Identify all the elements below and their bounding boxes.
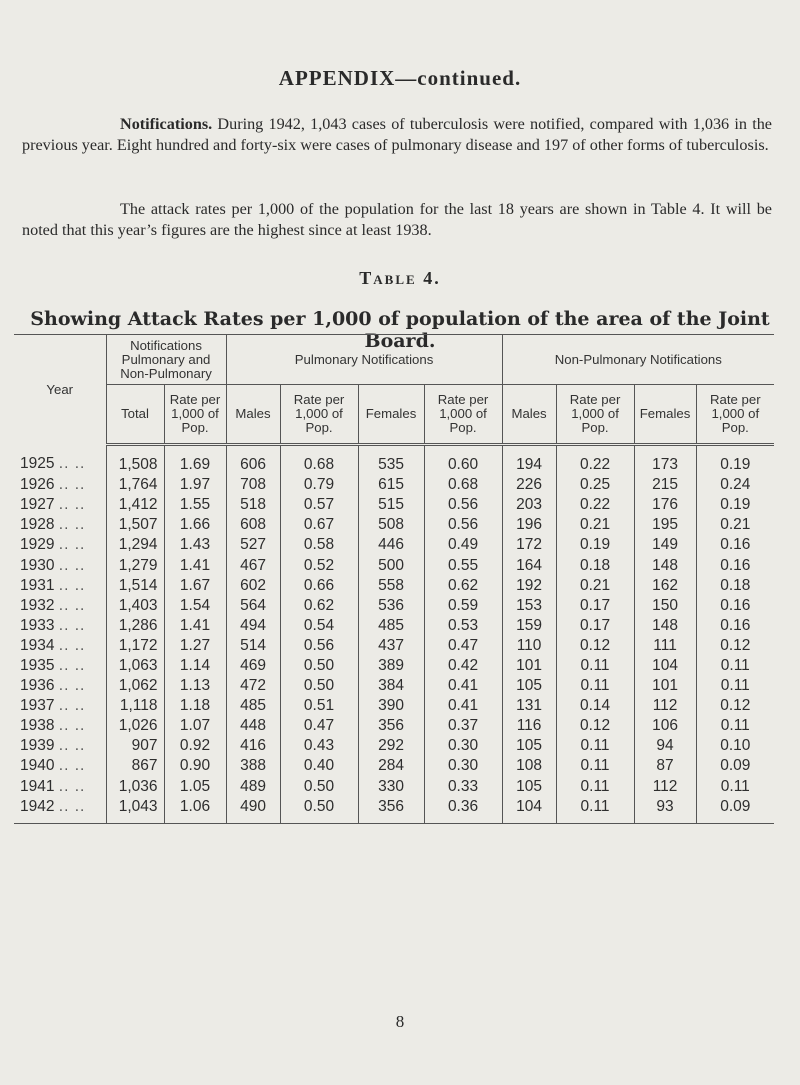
- non-pulmonary-males-rate-cell: 0.11: [556, 676, 634, 696]
- non-pulmonary-males-rate-cell: 0.11: [556, 777, 634, 797]
- non-pulmonary-females-rate-cell: 0.18: [696, 576, 774, 596]
- non-pulmonary-females-rate-cell: 0.09: [696, 756, 774, 776]
- leader-dots: .. ..: [58, 476, 86, 494]
- non-pulmonary-males-rate-cell: 0.12: [556, 716, 634, 736]
- notifications-paragraph: [22, 114, 772, 156]
- page-number: 8: [395, 1012, 405, 1031]
- leader-dots: .. ..: [58, 717, 86, 735]
- pulmonary-males-cell: 469: [226, 656, 280, 676]
- pulmonary-females-cell: 515: [358, 495, 424, 515]
- year-value: 1926: [20, 476, 55, 494]
- year-value: 1934: [20, 636, 55, 654]
- non-pulmonary-females-rate-cell: 0.11: [696, 716, 774, 736]
- pulmonary-females-rate-cell: 0.68: [424, 475, 502, 495]
- pulmonary-females-cell: 446: [358, 535, 424, 555]
- total-cell: 907: [106, 736, 164, 756]
- non-pulmonary-males-rate-cell: 0.11: [556, 656, 634, 676]
- pulmonary-males-rate-cell: 0.50: [280, 777, 358, 797]
- pulmonary-females-rate-cell: 0.60: [424, 445, 502, 476]
- non-pulmonary-females-rate-cell: 0.12: [696, 696, 774, 716]
- year-cell: [14, 736, 106, 756]
- non-pulmonary-males-cell: 196: [502, 515, 556, 535]
- pulmonary-females-header: Females: [358, 385, 424, 445]
- pulmonary-females-cell: 284: [358, 756, 424, 776]
- total-cell: 1,508: [106, 445, 164, 476]
- attack-rates-table: [14, 334, 774, 824]
- pulmonary-males-rate-cell: 0.51: [280, 696, 358, 716]
- year-cell: [14, 596, 106, 616]
- non-pulmonary-males-cell: 110: [502, 636, 556, 656]
- leader-dots: .. ..: [58, 777, 86, 795]
- leader-dots: .. ..: [58, 496, 86, 514]
- total-cell: 1,118: [106, 696, 164, 716]
- table-row: [14, 756, 774, 776]
- non-pulmonary-males-rate-cell: 0.17: [556, 596, 634, 616]
- year-cell: [14, 555, 106, 575]
- table-row: [14, 515, 774, 535]
- pulmonary-males-rate-cell: 0.58: [280, 535, 358, 555]
- year-value: 1937: [20, 697, 55, 715]
- pulmonary-males-rate-cell: 0.66: [280, 576, 358, 596]
- non-pulmonary-females-rate-cell: 0.10: [696, 736, 774, 756]
- non-pulmonary-males-header: Males: [502, 385, 556, 445]
- pulmonary-males-rate-cell: 0.56: [280, 636, 358, 656]
- leader-dots: .. ..: [58, 797, 86, 815]
- total-rate-cell: 1.06: [164, 797, 226, 824]
- pulmonary-females-rate-cell: 0.55: [424, 555, 502, 575]
- pulmonary-males-rate-cell: 0.50: [280, 656, 358, 676]
- non-pulmonary-females-cell: 195: [634, 515, 696, 535]
- non-pulmonary-males-rate-cell: 0.18: [556, 555, 634, 575]
- table-body: [14, 445, 774, 824]
- total-rate-cell: 1.07: [164, 716, 226, 736]
- pulmonary-females-rate-cell: 0.49: [424, 535, 502, 555]
- year-cell: [14, 676, 106, 696]
- non-pulmonary-females-rate-cell: 0.24: [696, 475, 774, 495]
- pulmonary-males-cell: 416: [226, 736, 280, 756]
- leader-dots: .. ..: [58, 677, 86, 695]
- non-pulmonary-females-cell: 215: [634, 475, 696, 495]
- year-cell: [14, 777, 106, 797]
- non-pulmonary-females-rate-cell: 0.09: [696, 797, 774, 824]
- total-rate-cell: 1.05: [164, 777, 226, 797]
- non-pulmonary-females-cell: 148: [634, 555, 696, 575]
- pulmonary-females-cell: 536: [358, 596, 424, 616]
- pulmonary-females-rate-cell: 0.59: [424, 596, 502, 616]
- pulmonary-females-rate-cell: 0.47: [424, 636, 502, 656]
- total-rate-cell: 1.41: [164, 555, 226, 575]
- year-value: 1942: [20, 797, 55, 815]
- leader-dots: .. ..: [58, 455, 86, 473]
- non-pulmonary-females-cell: 106: [634, 716, 696, 736]
- total-cell: 1,403: [106, 596, 164, 616]
- leader-dots: .. ..: [58, 697, 86, 715]
- table-title: Table 4.: [359, 268, 441, 288]
- pulmonary-females-rate-cell: 0.37: [424, 716, 502, 736]
- pulmonary-males-cell: 388: [226, 756, 280, 776]
- non-pulmonary-males-cell: 101: [502, 656, 556, 676]
- non-pulmonary-males-rate-cell: 0.25: [556, 475, 634, 495]
- pulmonary-females-cell: 508: [358, 515, 424, 535]
- non-pulmonary-males-rate-cell: 0.21: [556, 576, 634, 596]
- pulmonary-males-cell: 472: [226, 676, 280, 696]
- pulmonary-females-cell: 500: [358, 555, 424, 575]
- pulmonary-females-cell: 485: [358, 616, 424, 636]
- pulmonary-males-rate-header: Rate per 1,000 of Pop.: [280, 385, 358, 445]
- year-value: 1930: [20, 556, 55, 574]
- total-rate-cell: 1.18: [164, 696, 226, 716]
- year-value: 1925: [20, 455, 55, 473]
- total-rate-cell: 1.41: [164, 616, 226, 636]
- year-value: 1932: [20, 596, 55, 614]
- pulmonary-males-rate-cell: 0.43: [280, 736, 358, 756]
- total-rate-cell: 1.97: [164, 475, 226, 495]
- total-cell: 1,172: [106, 636, 164, 656]
- total-cell: 1,062: [106, 676, 164, 696]
- pulmonary-females-rate-header: Rate per 1,000 of Pop.: [424, 385, 502, 445]
- leader-dots: .. ..: [58, 616, 86, 634]
- year-header: Year: [14, 335, 106, 445]
- pulmonary-females-cell: 558: [358, 576, 424, 596]
- leader-dots: .. ..: [58, 516, 86, 534]
- year-value: 1941: [20, 777, 55, 795]
- pulmonary-males-rate-cell: 0.57: [280, 495, 358, 515]
- leader-dots: .. ..: [58, 536, 86, 554]
- pulmonary-females-cell: 389: [358, 656, 424, 676]
- pulmonary-males-cell: 608: [226, 515, 280, 535]
- total-cell: 1,036: [106, 777, 164, 797]
- table-row: [14, 636, 774, 656]
- total-cell: 1,294: [106, 535, 164, 555]
- year-cell: [14, 495, 106, 515]
- pulmonary-females-cell: 390: [358, 696, 424, 716]
- table-row: [14, 797, 774, 824]
- non-pulmonary-males-rate-cell: 0.21: [556, 515, 634, 535]
- non-pulmonary-males-cell: 104: [502, 797, 556, 824]
- leader-dots: .. ..: [58, 596, 86, 614]
- pulmonary-males-cell: 467: [226, 555, 280, 575]
- leader-dots: .. ..: [58, 636, 86, 654]
- leader-dots: .. ..: [58, 737, 86, 755]
- pulmonary-males-rate-cell: 0.68: [280, 445, 358, 476]
- pulmonary-females-cell: 535: [358, 445, 424, 476]
- non-pulmonary-females-rate-cell: 0.12: [696, 636, 774, 656]
- year-cell: [14, 696, 106, 716]
- non-pulmonary-males-cell: 105: [502, 676, 556, 696]
- total-rate-cell: 1.54: [164, 596, 226, 616]
- total-cell: 1,043: [106, 797, 164, 824]
- non-pulmonary-females-cell: 112: [634, 696, 696, 716]
- pulmonary-males-cell: 490: [226, 797, 280, 824]
- table-row: [14, 596, 774, 616]
- non-pulmonary-females-cell: 111: [634, 636, 696, 656]
- all-notifications-header: Notifications Pulmonary and Non-Pulmonary: [106, 335, 226, 385]
- pulmonary-females-rate-cell: 0.36: [424, 797, 502, 824]
- pulmonary-females-cell: 437: [358, 636, 424, 656]
- non-pulmonary-females-rate-cell: 0.16: [696, 555, 774, 575]
- pulmonary-males-cell: 527: [226, 535, 280, 555]
- non-pulmonary-header: Non-Pulmonary Notifications: [502, 335, 774, 385]
- non-pulmonary-females-rate-cell: 0.16: [696, 596, 774, 616]
- total-header: Total: [106, 385, 164, 445]
- non-pulmonary-females-rate-header: Rate per 1,000 of Pop.: [696, 385, 774, 445]
- non-pulmonary-males-rate-header: Rate per 1,000 of Pop.: [556, 385, 634, 445]
- table-row: [14, 736, 774, 756]
- year-cell: [14, 616, 106, 636]
- year-cell: [14, 636, 106, 656]
- leader-dots: .. ..: [58, 576, 86, 594]
- leader-dots: .. ..: [58, 757, 86, 775]
- year-cell: [14, 576, 106, 596]
- non-pulmonary-males-cell: 203: [502, 495, 556, 515]
- year-value: 1928: [20, 516, 55, 534]
- non-pulmonary-females-cell: 150: [634, 596, 696, 616]
- non-pulmonary-females-rate-cell: 0.11: [696, 656, 774, 676]
- year-cell: [14, 797, 106, 824]
- year-cell: [14, 756, 106, 776]
- non-pulmonary-females-rate-cell: 0.19: [696, 495, 774, 515]
- non-pulmonary-females-rate-cell: 0.16: [696, 616, 774, 636]
- year-value: 1939: [20, 737, 55, 755]
- pulmonary-males-header: Males: [226, 385, 280, 445]
- year-value: 1933: [20, 616, 55, 634]
- non-pulmonary-males-cell: 159: [502, 616, 556, 636]
- non-pulmonary-females-rate-cell: 0.11: [696, 777, 774, 797]
- total-cell: 1,063: [106, 656, 164, 676]
- total-rate-cell: 0.92: [164, 736, 226, 756]
- pulmonary-females-rate-cell: 0.30: [424, 736, 502, 756]
- table-row: [14, 535, 774, 555]
- non-pulmonary-females-cell: 104: [634, 656, 696, 676]
- total-cell: 867: [106, 756, 164, 776]
- year-cell: [14, 535, 106, 555]
- table-row: [14, 676, 774, 696]
- non-pulmonary-females-cell: 176: [634, 495, 696, 515]
- pulmonary-males-cell: 564: [226, 596, 280, 616]
- total-cell: 1,026: [106, 716, 164, 736]
- pulmonary-females-rate-cell: 0.33: [424, 777, 502, 797]
- non-pulmonary-males-cell: 192: [502, 576, 556, 596]
- year-value: 1931: [20, 576, 55, 594]
- non-pulmonary-females-cell: 112: [634, 777, 696, 797]
- pulmonary-males-cell: 518: [226, 495, 280, 515]
- non-pulmonary-males-cell: 194: [502, 445, 556, 476]
- non-pulmonary-females-cell: 94: [634, 736, 696, 756]
- non-pulmonary-males-cell: 105: [502, 777, 556, 797]
- leader-dots: .. ..: [58, 556, 86, 574]
- appendix-heading: APPENDIX—continued.: [278, 66, 522, 90]
- year-value: 1938: [20, 717, 55, 735]
- non-pulmonary-males-rate-cell: 0.11: [556, 756, 634, 776]
- pulmonary-males-cell: 708: [226, 475, 280, 495]
- total-rate-cell: 1.55: [164, 495, 226, 515]
- year-value: 1927: [20, 496, 55, 514]
- table-caption: Showing Attack Rates per 1,000 of population of the area of the Joint Board.: [30, 308, 770, 352]
- table-row: [14, 445, 774, 476]
- table-row: [14, 716, 774, 736]
- non-pulmonary-females-rate-cell: 0.16: [696, 535, 774, 555]
- pulmonary-females-cell: 615: [358, 475, 424, 495]
- non-pulmonary-males-cell: 164: [502, 555, 556, 575]
- pulmonary-males-rate-cell: 0.50: [280, 676, 358, 696]
- non-pulmonary-females-rate-cell: 0.19: [696, 445, 774, 476]
- table-row: [14, 576, 774, 596]
- pulmonary-males-cell: 489: [226, 777, 280, 797]
- year-cell: [14, 475, 106, 495]
- table-row: [14, 495, 774, 515]
- attack-rates-paragraph: The attack rates per 1,000 of the population for the last 18 years are shown in Table 4. It will be noted that this year’s figures are the highest since at least 1938.: [22, 200, 772, 239]
- non-pulmonary-males-rate-cell: 0.11: [556, 736, 634, 756]
- notifications-text: During 1942, 1,043 cases of tuberculosis were notified, compared with 1,036 in the previous year. Eight hundred and forty-six were cases of pulmonary disease and 197 of other forms of tuberculosis.: [22, 115, 772, 154]
- pulmonary-females-rate-cell: 0.62: [424, 576, 502, 596]
- table-row: [14, 616, 774, 636]
- non-pulmonary-females-cell: 101: [634, 676, 696, 696]
- year-cell: [14, 515, 106, 535]
- pulmonary-males-rate-cell: 0.40: [280, 756, 358, 776]
- pulmonary-males-rate-cell: 0.67: [280, 515, 358, 535]
- non-pulmonary-females-cell: 149: [634, 535, 696, 555]
- pulmonary-females-cell: 292: [358, 736, 424, 756]
- total-rate-cell: 1.13: [164, 676, 226, 696]
- pulmonary-females-cell: 356: [358, 797, 424, 824]
- table-row: [14, 656, 774, 676]
- pulmonary-males-cell: 602: [226, 576, 280, 596]
- total-rate-cell: 1.27: [164, 636, 226, 656]
- non-pulmonary-males-rate-cell: 0.22: [556, 445, 634, 476]
- pulmonary-females-rate-cell: 0.53: [424, 616, 502, 636]
- pulmonary-males-rate-cell: 0.47: [280, 716, 358, 736]
- non-pulmonary-males-cell: 105: [502, 736, 556, 756]
- total-cell: 1,507: [106, 515, 164, 535]
- pulmonary-males-cell: 606: [226, 445, 280, 476]
- header-row-groups: [14, 335, 774, 385]
- non-pulmonary-females-rate-cell: 0.21: [696, 515, 774, 535]
- pulmonary-males-rate-cell: 0.62: [280, 596, 358, 616]
- table-row: [14, 555, 774, 575]
- non-pulmonary-males-rate-cell: 0.17: [556, 616, 634, 636]
- pulmonary-males-cell: 494: [226, 616, 280, 636]
- pulmonary-females-rate-cell: 0.30: [424, 756, 502, 776]
- year-value: 1929: [20, 536, 55, 554]
- total-rate-cell: 0.90: [164, 756, 226, 776]
- non-pulmonary-females-header: Females: [634, 385, 696, 445]
- pulmonary-header: Pulmonary Notifications: [226, 335, 502, 385]
- total-cell: 1,412: [106, 495, 164, 515]
- pulmonary-females-rate-cell: 0.56: [424, 515, 502, 535]
- pulmonary-males-rate-cell: 0.79: [280, 475, 358, 495]
- year-cell: [14, 656, 106, 676]
- pulmonary-females-cell: 356: [358, 716, 424, 736]
- non-pulmonary-males-rate-cell: 0.14: [556, 696, 634, 716]
- non-pulmonary-females-cell: 87: [634, 756, 696, 776]
- total-rate-header: Rate per 1,000 of Pop.: [164, 385, 226, 445]
- pulmonary-males-cell: 485: [226, 696, 280, 716]
- pulmonary-males-cell: 514: [226, 636, 280, 656]
- year-value: 1940: [20, 757, 55, 775]
- pulmonary-females-rate-cell: 0.56: [424, 495, 502, 515]
- non-pulmonary-males-cell: 226: [502, 475, 556, 495]
- non-pulmonary-females-cell: 148: [634, 616, 696, 636]
- year-cell: [14, 716, 106, 736]
- year-cell: [14, 445, 106, 476]
- non-pulmonary-males-cell: 172: [502, 535, 556, 555]
- leader-dots: .. ..: [58, 656, 86, 674]
- total-rate-cell: 1.69: [164, 445, 226, 476]
- pulmonary-males-rate-cell: 0.52: [280, 555, 358, 575]
- pulmonary-females-rate-cell: 0.41: [424, 676, 502, 696]
- header-row-columns: [14, 385, 774, 445]
- non-pulmonary-males-cell: 153: [502, 596, 556, 616]
- non-pulmonary-females-rate-cell: 0.11: [696, 676, 774, 696]
- year-value: 1935: [20, 656, 55, 674]
- total-rate-cell: 1.14: [164, 656, 226, 676]
- total-rate-cell: 1.66: [164, 515, 226, 535]
- pulmonary-females-cell: 330: [358, 777, 424, 797]
- total-cell: 1,279: [106, 555, 164, 575]
- non-pulmonary-males-cell: 131: [502, 696, 556, 716]
- non-pulmonary-females-cell: 173: [634, 445, 696, 476]
- non-pulmonary-males-rate-cell: 0.22: [556, 495, 634, 515]
- non-pulmonary-males-rate-cell: 0.11: [556, 797, 634, 824]
- total-rate-cell: 1.67: [164, 576, 226, 596]
- table-row: [14, 475, 774, 495]
- notifications-lead: Notifications.: [120, 115, 213, 133]
- total-cell: 1,286: [106, 616, 164, 636]
- pulmonary-males-rate-cell: 0.54: [280, 616, 358, 636]
- non-pulmonary-males-rate-cell: 0.19: [556, 535, 634, 555]
- table-row: [14, 696, 774, 716]
- non-pulmonary-males-cell: 108: [502, 756, 556, 776]
- non-pulmonary-males-rate-cell: 0.12: [556, 636, 634, 656]
- pulmonary-females-rate-cell: 0.42: [424, 656, 502, 676]
- non-pulmonary-females-cell: 162: [634, 576, 696, 596]
- year-value: 1936: [20, 677, 55, 695]
- total-cell: 1,514: [106, 576, 164, 596]
- pulmonary-females-rate-cell: 0.41: [424, 696, 502, 716]
- table-row: [14, 777, 774, 797]
- pulmonary-males-cell: 448: [226, 716, 280, 736]
- total-cell: 1,764: [106, 475, 164, 495]
- non-pulmonary-males-cell: 116: [502, 716, 556, 736]
- pulmonary-females-cell: 384: [358, 676, 424, 696]
- pulmonary-males-rate-cell: 0.50: [280, 797, 358, 824]
- non-pulmonary-females-cell: 93: [634, 797, 696, 824]
- total-rate-cell: 1.43: [164, 535, 226, 555]
